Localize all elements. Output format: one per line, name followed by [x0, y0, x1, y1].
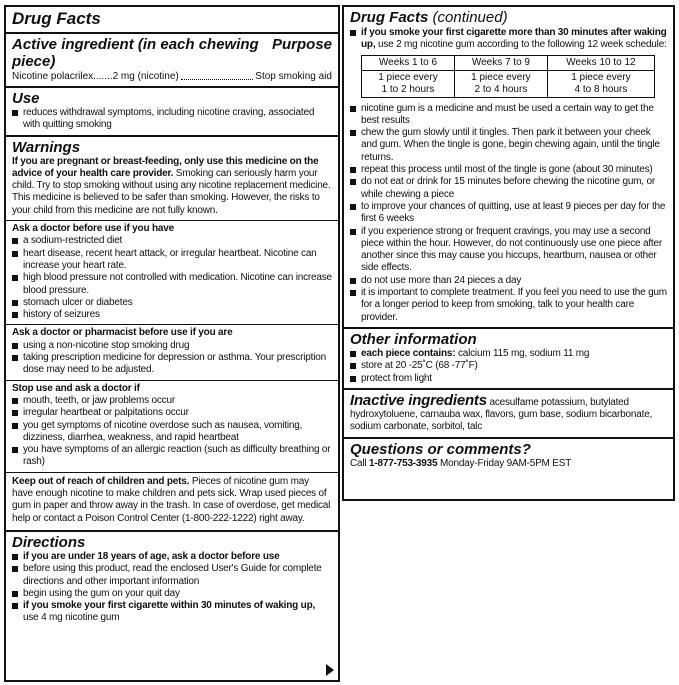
list-item: mouth, teeth, or jaw problems occur [12, 395, 332, 407]
table-cell [547, 70, 654, 97]
list-item: heart disease, recent heart attack, or irregular heartbeat. Nicotine can increase your heart rate. [12, 248, 332, 273]
ask-doctor-list [12, 235, 332, 321]
list-item: chew the gum slowly until it tingles. Then park it between your cheek and gum. When the tingle is gone, begin chewing again, until the tingle returns. [350, 127, 667, 164]
ask-doctor-section [6, 220, 338, 324]
active-ingredient-header [12, 36, 332, 70]
cell-line-2: 1 to 2 hours [381, 83, 435, 95]
list-item: repeat this process until most of the tingle is gone (about 30 minutes) [350, 164, 667, 176]
directions-item4-text: use 4 mg nicotine gum [23, 612, 120, 624]
list-item: do not use more than 24 pieces a day [350, 275, 667, 287]
continued-title-suffix: (continued) [428, 9, 508, 26]
other-information-section [344, 327, 673, 388]
list-item: you have symptoms of an allergic reaction (such as difficulty breathing or rash) [12, 444, 332, 469]
cell-line-1: 1 piece every [378, 71, 438, 83]
cell-line-2: 4 to 8 hours [574, 83, 628, 95]
warnings-section [6, 135, 338, 530]
table-header-cell: Weeks 10 to 12 [547, 55, 654, 70]
other-item1-text: calcium 115 mg, sodium 11 mg [455, 347, 590, 359]
schedule-table [361, 55, 655, 98]
ask-pharmacist-heading: Ask a doctor or pharmacist before use if you are [12, 327, 233, 339]
list-item: to improve your chances of quitting, use at least 9 pieces per day for the first 6 weeks [350, 201, 667, 226]
use-section [6, 86, 338, 135]
intro-text: use 2 mg nicotine gum according to the following 12 week schedule: [375, 39, 667, 51]
ask-pharmacist-list [12, 340, 332, 377]
stop-use-heading: Stop use and ask a doctor if [12, 382, 140, 394]
list-item: stomach ulcer or diabetes [12, 297, 332, 309]
drug-facts-title-section [6, 7, 338, 32]
contact-hours: Monday-Friday 9AM-5PM EST [437, 457, 572, 469]
inactive-ingredients-section [344, 388, 673, 437]
keep-out-bold: Keep out of reach of children and pets. [12, 475, 190, 487]
leader-dots [181, 70, 254, 80]
keep-out-of-reach [6, 472, 338, 530]
warnings-heading: Warnings [12, 138, 81, 156]
directions-section [6, 530, 338, 639]
cell-line-1: 1 piece every [571, 71, 631, 83]
list-item: a sodium-restricted diet [12, 235, 332, 247]
directions-continued-section [344, 7, 673, 327]
other-item1-bold: each piece contains: [361, 347, 456, 359]
list-item: store at 20 -25˚C (68 -77˚F) [350, 360, 667, 372]
directions-item4-bold: if you smoke your first cigarette within 30 minutes of waking up, [23, 600, 316, 612]
continued-arrow-icon [326, 664, 334, 676]
list-item: high blood pressure not controlled with medication. Nicotine can increase blood pressure. [12, 272, 332, 297]
table-cell [362, 70, 455, 97]
drug-facts-title: Drug Facts [12, 9, 101, 28]
list-item [350, 27, 667, 52]
list-item: begin using the gum on your quit day [12, 588, 332, 600]
ingredient-text: Nicotine polacrilex.......2 mg (nicotine) [12, 71, 179, 82]
ingredient-line [12, 70, 332, 83]
table-header-cell: Weeks 7 to 9 [454, 55, 547, 70]
intro-bold: if you smoke your first cigarette more than 30 minutes after waking up, [361, 27, 667, 51]
list-item: using a non-nicotine stop smoking drug [12, 340, 332, 352]
use-heading: Use [12, 90, 40, 107]
questions-section [344, 437, 673, 473]
stop-use-section [6, 380, 338, 472]
phone-number: 1-877-753-3935 [369, 457, 438, 469]
list-item: you get symptoms of nicotine overdose such as nausea, vomiting, dizziness, diarrhea, weakness, and rapid heartbeat [12, 420, 332, 445]
inactive-ingredients-list: acesulfame potassium, butylated hydroxytoluene, carnauba wax, flavors, gum base, sodium bicarbonate, sodium carbonate, sorbitol, talc [350, 396, 653, 433]
directions-heading: Directions [12, 533, 86, 551]
cell-line-1: 1 piece every [471, 71, 531, 83]
table-row [362, 70, 655, 97]
list-item: reduces withdrawal symptoms, including nicotine craving, associated with quitting smoking [12, 107, 332, 132]
list-item: taking prescription medicine for depression or asthma. Your prescription dose may need to be adjusted. [12, 352, 332, 377]
drug-facts-right-panel [342, 5, 675, 501]
inactive-ingredients-heading: Inactive ingredients [350, 391, 487, 409]
stop-use-list [12, 395, 332, 469]
list-item: irregular heartbeat or palpitations occur [12, 407, 332, 419]
list-item [350, 348, 667, 360]
call-label: Call [350, 457, 370, 469]
list-item: history of seizures [12, 309, 332, 321]
directions-list [12, 551, 332, 625]
list-item: if you are under 18 years of age, ask a doctor before use [12, 551, 332, 563]
other-information-list [350, 348, 667, 385]
ask-pharmacist-section [6, 324, 338, 379]
continued-intro-list [350, 27, 667, 52]
purpose-text: Stop smoking aid [255, 71, 332, 82]
list-item: protect from light [350, 373, 667, 385]
pregnancy-warning-bold: If you are pregnant or breast-feeding, only use this medicine on the advice of your health care provider. [12, 155, 319, 179]
list-item [12, 600, 332, 625]
use-list [12, 107, 332, 132]
table-header-cell: Weeks 1 to 6 [362, 55, 455, 70]
table-header-row [362, 55, 655, 70]
table-cell [454, 70, 547, 97]
continued-directions-list [350, 103, 667, 324]
list-item: it is important to complete treatment. If you feel you need to use the gum for a longer period to keep from smoking, talk to your health care provider. [350, 287, 667, 324]
questions-contact [350, 458, 667, 470]
list-item: nicotine gum is a medicine and must be used a certain way to get the best results [350, 103, 667, 128]
list-item: if you experience strong or frequent cravings, you may use a second piece within the hour. However, do not continuously use one piece after another since this may cause you hiccups, heartburn, nausea or other side effects. [350, 226, 667, 275]
active-ingredient-heading: Active ingredient (in each chewing piece) [12, 36, 259, 70]
inactive-ingredients-text [350, 392, 667, 434]
continued-title [350, 9, 667, 27]
other-information-heading: Other information [350, 330, 477, 348]
questions-heading: Questions or comments? [350, 440, 531, 458]
drug-facts-left-panel [4, 5, 340, 682]
pregnancy-warning-text: Smoking can seriously harm your child. Try to stop smoking without using any nicotine replacement medicine. This medicine is believed to be safer than smoking. However, the risks to your child from this medicine are not fully known. [12, 167, 331, 216]
cell-line-2: 2 to 4 hours [474, 83, 528, 95]
continued-title-main: Drug Facts [350, 9, 429, 26]
keep-out-text: Pieces of nicotine gum may have enough nicotine to make children and pets sick. Wrap used pieces of gum in paper and throw away in the trash. In case of overdose, get medical help or contact a Poison Control Center (1-800-222-1222) right away. [12, 475, 331, 524]
active-ingredient-section [6, 32, 338, 86]
list-item: do not eat or drink for 15 minutes before chewing the nicotine gum, or while chewing a piece [350, 176, 667, 201]
pregnancy-warning [12, 156, 332, 217]
ask-doctor-heading: Ask a doctor before use if you have [12, 223, 174, 235]
purpose-heading: Purpose [271, 36, 332, 53]
list-item: before using this product, read the enclosed User's Guide for complete directions and other important information [12, 563, 332, 588]
